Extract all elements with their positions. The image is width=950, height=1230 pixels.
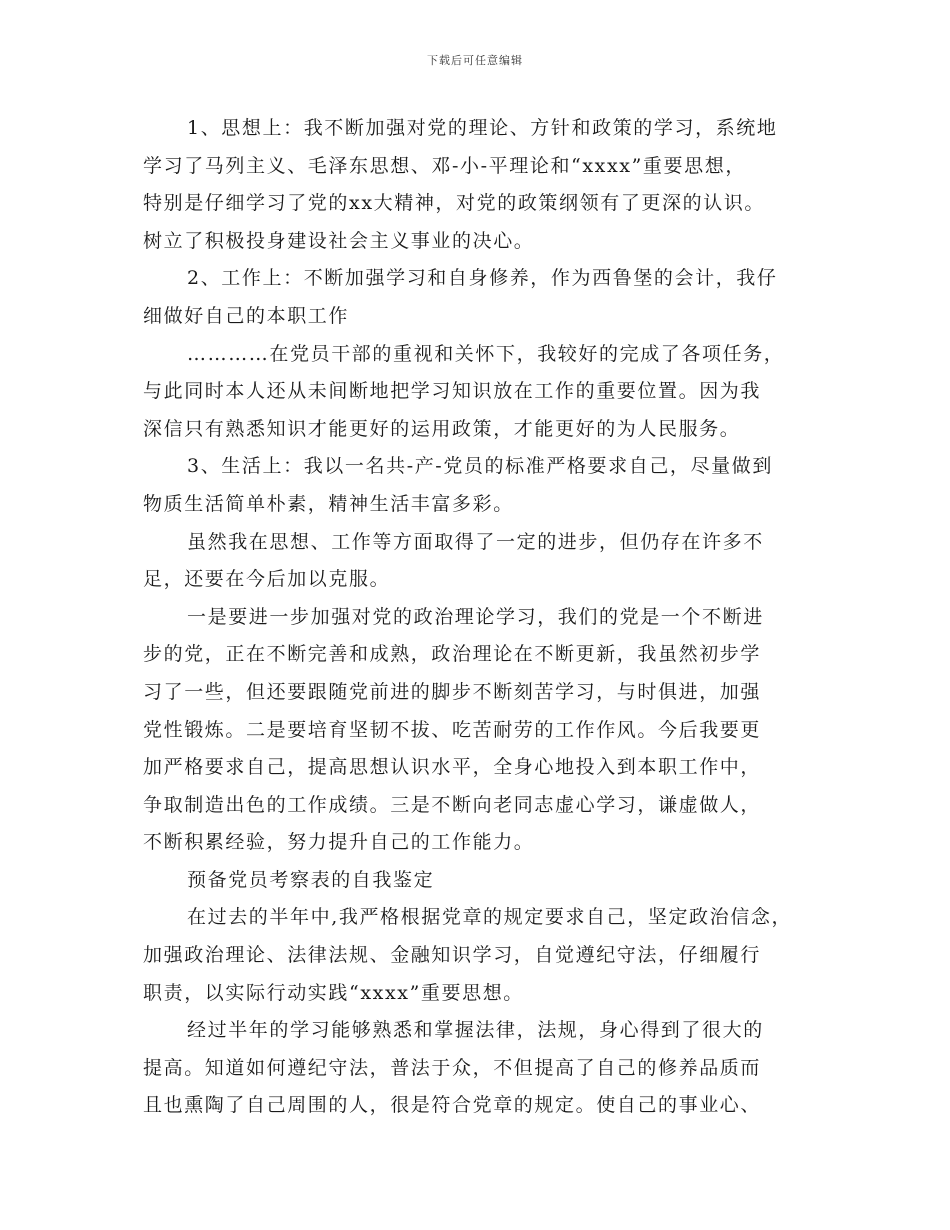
page-header: 下载后可任意编辑 [427,54,523,67]
text-line: 细做好自己的本职工作 [143,304,350,327]
text-line: 足，还要在今后加以克服。 [143,568,391,591]
text-line: 树立了积极投身建设社会主义事业的决心。 [143,229,535,252]
text-line: 经过半年的学习能够熟悉和掌握法律，法规，身心得到了很大的 [187,1019,764,1042]
text-line: 不断积累经验，努力提升自己的工作能力。 [143,831,535,854]
text-line: 深信只有熟悉知识才能更好的运用政策，才能更好的为人民服务。 [143,417,741,440]
text-line: 争取制造出色的工作成绩。三是不断向老同志虚心学习，谦虚做人， [143,793,762,816]
text-line: …………在党员干部的重视和关怀下，我较好的完成了各项任务， [187,342,785,365]
text-line: 且也熏陶了自己周围的人，很是符合党章的规定。使自己的事业心、 [143,1094,762,1117]
text-line: 虽然我在思想、工作等方面取得了一定的进步，但仍存在许多不 [187,530,764,553]
document-body [143,110,823,1125]
text-line: 3、生活上：我以一名共-产-党员的标准严格要求自己，尽量做到 [187,455,773,478]
text-line: 习了一些，但还要跟随党前进的脚步不断刻苦学习，与时俱进，加强 [143,680,762,703]
text-line: 物质生活简单朴素，精神生活丰富多彩。 [143,492,514,515]
text-line: 与此同时本人还从未间断地把学习知识放在工作的重要位置。因为我 [143,380,762,403]
text-line: 特别是仔细学习了党的xx大精神，对党的政策纲领有了更深的认识。 [143,192,766,215]
text-line: 党性锻炼。二是要培育坚韧不拔、吃苦耐劳的工作作风。今后我要更 [143,718,762,741]
text-line: 步的党，正在不断完善和成熟，政治理论在不断更新，我虽然初步学 [143,643,762,666]
section-heading: 预备党员考察表的自我鉴定 [187,868,435,891]
text-line: 提高。知道如何遵纪守法，普法于众，不但提高了自己的修养品质而 [143,1056,762,1079]
text-line: 1、思想上：我不断加强对党的理论、方针和政策的学习，系统地 [187,117,778,139]
text-line: 在过去的半年中,我严格根据党章的规定要求自己，坚定政治信念， [187,906,793,929]
text-line: 学习了马列主义、毛泽东思想、邓-小-平理论和“xxxx”重要思想， [143,154,746,177]
text-line: 加强政治理论、法律法规、金融知识学习，自觉遵纪守法，仔细履行 [143,944,762,967]
text-line: 一是要进一步加强对党的政治理论学习，我们的党是一个不断进 [187,605,764,628]
text-line: 2、工作上：不断加强学习和自身修养，作为西鲁堡的会计，我仔 [187,267,778,290]
text-line: 加严格要求自己，提高思想认识水平，全身心地投入到本职工作中， [143,756,762,779]
text-line: 职责，以实际行动实践“xxxx”重要思想。 [143,981,524,1004]
